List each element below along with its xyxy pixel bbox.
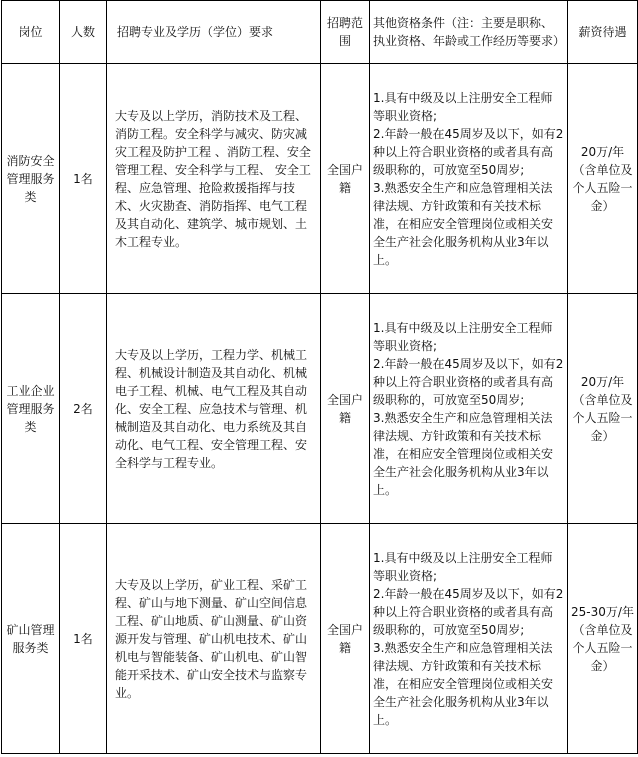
qualification-item: 3.熟悉安全生产和应急管理相关法律法规、方针政策和有关技术标准，在相应安全管理岗位或相关安全生产社会化服务机构从业3年以上。	[373, 180, 554, 267]
qualification-item: 2.年龄一般在45周岁及以下，如有2种以上符合职业资格的或者具有高级职称的，可放宽至50周岁;	[373, 126, 564, 177]
count-cell: 1名	[60, 524, 107, 754]
table-row	[2, 294, 638, 524]
major-cell: 大专及以上学历，矿业工程、采矿工程、矿山与地下测量、矿山空间信息工程、矿山地质、矿山测量、矿山资源开发与管理、矿山机电技术、矿山机电与智能装备、矿山机电、矿山智能开采技术、矿山安全技术与监察专业。	[107, 524, 321, 754]
header-position: 岗位	[2, 1, 60, 64]
qualification-item: 2.年龄一般在45周岁及以下，如有2种以上符合职业资格的或者具有高级职称的，可放宽至50周岁;	[373, 356, 564, 407]
salary-cell: 20万/年（含单位及个人五险一金）	[568, 294, 638, 524]
qualification-item: 1.具有中级及以上注册安全工程师等职业资格;	[373, 90, 553, 123]
qualification-item: 2.年龄一般在45周岁及以下，如有2种以上符合职业资格的或者具有高级职称的，可放宽至50周岁;	[373, 586, 564, 637]
position-cell: 矿山管理服务类	[2, 524, 60, 754]
salary-cell: 20万/年（含单位及个人五险一金）	[568, 64, 638, 294]
header-count: 人数	[60, 1, 107, 64]
count-cell: 1名	[60, 64, 107, 294]
position-cell: 工业企业管理服务类	[2, 294, 60, 524]
qualifications-cell	[370, 64, 568, 294]
qualifications-cell	[370, 524, 568, 754]
scope-cell: 全国户籍	[321, 64, 370, 294]
scope-cell: 全国户籍	[321, 524, 370, 754]
header-salary: 薪资待遇	[568, 1, 638, 64]
position-cell: 消防安全管理服务类	[2, 64, 60, 294]
header-major: 招聘专业及学历（学位）要求	[107, 1, 321, 64]
qualification-item: 3.熟悉安全生产和应急管理相关法律法规、方针政策和有关技术标准，在相应安全管理岗位或相关安全生产社会化服务机构从业3年以上。	[373, 640, 554, 727]
table-row	[2, 524, 638, 754]
salary-cell: 25-30万/年（含单位及个人五险一金）	[568, 524, 638, 754]
recruitment-table	[1, 0, 638, 754]
header-row	[2, 1, 638, 64]
count-cell: 2名	[60, 294, 107, 524]
major-cell: 大专及以上学历，工程力学、机械工程、机械设计制造及其自动化、机械电子工程、机械、电气工程及其自动化、安全工程、应急技术与管理、机械制造及其自动化、电力系统及其自动化、电气工程、安全管理工程、安全科学与工程专业。	[107, 294, 321, 524]
qualification-item: 1.具有中级及以上注册安全工程师等职业资格;	[373, 550, 553, 583]
table-row	[2, 64, 638, 294]
qualification-item: 3.熟悉安全生产和应急管理相关法律法规、方针政策和有关技术标准，在相应安全管理岗位或相关安全生产社会化服务机构从业3年以上。	[373, 410, 554, 497]
header-qualifications: 其他资格条件（注：主要是职称、执业资格、年龄或工作经历等要求）	[370, 1, 568, 64]
qualifications-cell	[370, 294, 568, 524]
header-scope: 招聘范围	[321, 1, 370, 64]
major-cell: 大专及以上学历，消防技术及工程、消防工程。安全科学与减灾、防灾减灾工程及防护工程 、消防工程、安全管理工程、安全科学与工程、 安全工程、应急管理、抢险救援指挥与技术、火灾勘查、消防指挥、电气工程及其自动化、建筑学、城市规划、土木工程专业。	[107, 64, 321, 294]
scope-cell: 全国户籍	[321, 294, 370, 524]
qualification-item: 1.具有中级及以上注册安全工程师等职业资格;	[373, 320, 553, 353]
